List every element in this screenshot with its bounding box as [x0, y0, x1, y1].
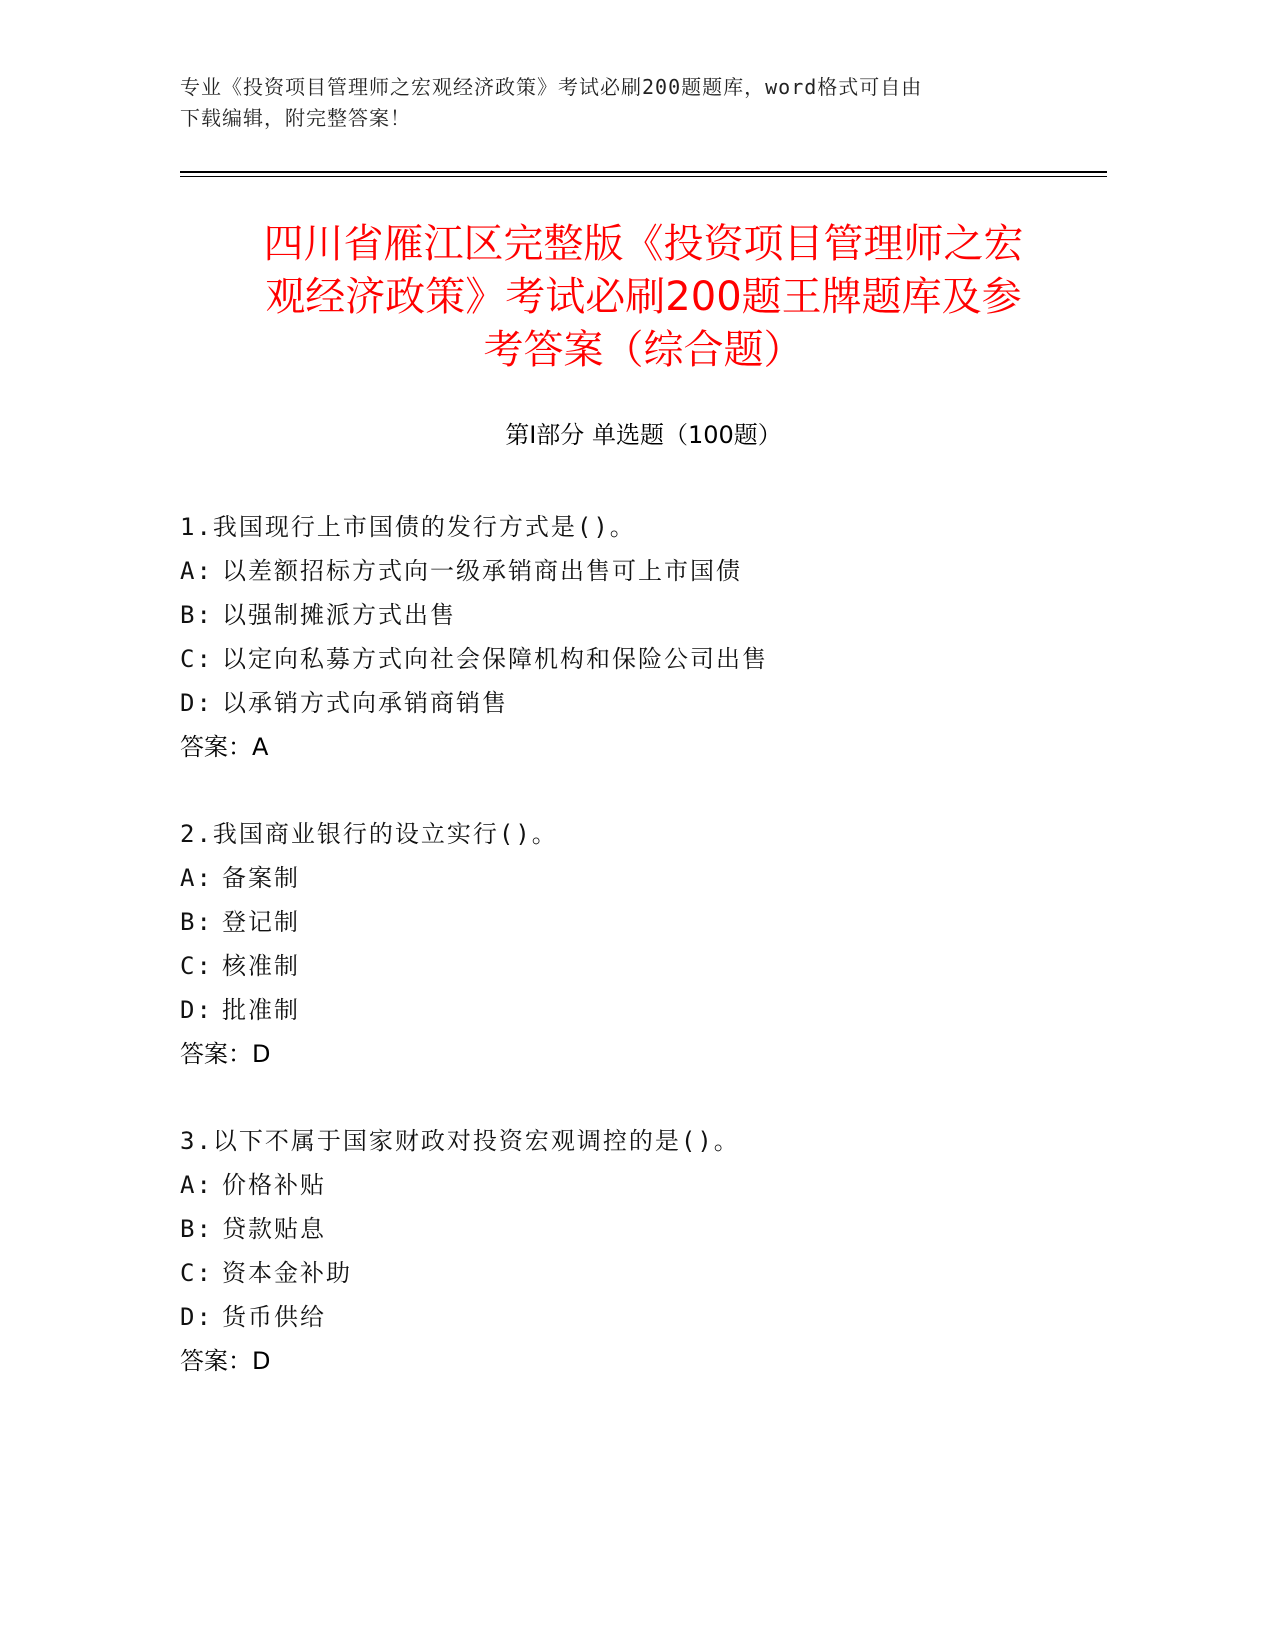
question-3 — [180, 1119, 1107, 1383]
option-letter: A: — [180, 864, 213, 892]
section-heading: 第Ⅰ部分 单选题（100题） — [505, 421, 782, 449]
option-text: 以承销方式向承销商销售 — [222, 689, 508, 717]
option-text: 批准制 — [222, 996, 300, 1024]
answer: 答案：A — [180, 733, 269, 761]
question-1 — [180, 505, 1107, 769]
option-a — [180, 549, 1107, 593]
option-text: 价格补贴 — [222, 1171, 326, 1199]
option-letter: D: — [180, 689, 213, 717]
option-c — [180, 944, 1107, 988]
option-text: 以强制摊派方式出售 — [222, 601, 456, 629]
option-text: 核准制 — [222, 952, 300, 980]
option-letter: B: — [180, 601, 213, 629]
option-letter: B: — [180, 908, 213, 936]
header-note-line-2: 下载编辑，附完整答案！ — [180, 106, 411, 130]
option-d — [180, 681, 1107, 725]
document-title — [180, 218, 1107, 377]
option-text: 贷款贴息 — [222, 1215, 326, 1243]
option-c — [180, 637, 1107, 681]
question-stem: 1.我国现行上市国债的发行方式是()。 — [180, 513, 636, 541]
question-2 — [180, 812, 1107, 1076]
option-text: 货币供给 — [222, 1303, 326, 1331]
option-text: 资本金补助 — [222, 1259, 352, 1287]
title-line-2: 观经济政策》考试必刷200题王牌题库及参 — [265, 274, 1022, 320]
title-line-3: 考答案（综合题） — [483, 327, 804, 373]
document-header-note — [180, 72, 1040, 134]
option-letter: D: — [180, 1303, 213, 1331]
question-stem: 2.我国商业银行的设立实行()。 — [180, 820, 558, 848]
option-b — [180, 900, 1107, 944]
option-letter: C: — [180, 1259, 213, 1287]
option-letter: C: — [180, 645, 213, 673]
option-text: 以差额招标方式向一级承销商出售可上市国债 — [222, 557, 742, 585]
option-text: 备案制 — [222, 864, 300, 892]
option-text: 以定向私募方式向社会保障机构和保险公司出售 — [222, 645, 768, 673]
option-a — [180, 1163, 1107, 1207]
option-a — [180, 856, 1107, 900]
option-d — [180, 988, 1107, 1032]
option-b — [180, 593, 1107, 637]
header-note-line-1: 专业《投资项目管理师之宏观经济政策》考试必刷200题题库，word格式可自由 — [180, 75, 923, 99]
question-stem: 3.以下不属于国家财政对投资宏观调控的是()。 — [180, 1127, 740, 1155]
header-divider-thick — [180, 171, 1107, 173]
question-list — [180, 505, 1107, 1426]
option-b — [180, 1207, 1107, 1251]
option-letter: D: — [180, 996, 213, 1024]
answer: 答案：D — [180, 1040, 271, 1068]
option-letter: B: — [180, 1215, 213, 1243]
header-divider-thin — [180, 176, 1107, 177]
option-d — [180, 1295, 1107, 1339]
option-letter: A: — [180, 1171, 213, 1199]
title-line-1: 四川省雁江区完整版《投资项目管理师之宏 — [263, 221, 1024, 267]
option-letter: A: — [180, 557, 213, 585]
option-c — [180, 1251, 1107, 1295]
option-text: 登记制 — [222, 908, 300, 936]
option-letter: C: — [180, 952, 213, 980]
answer: 答案：D — [180, 1347, 271, 1375]
